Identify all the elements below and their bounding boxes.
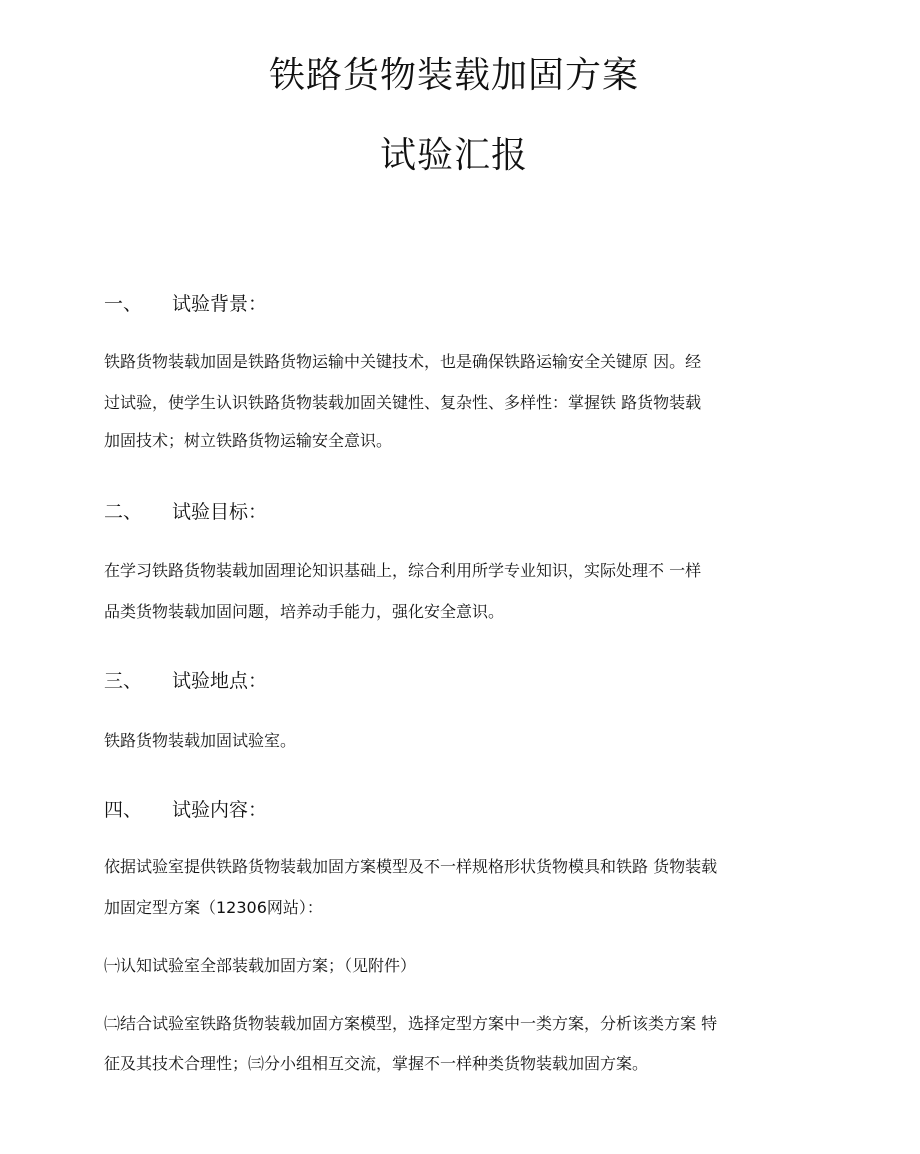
section-title: 试验背景： [172,293,268,315]
section-heading-content [104,797,267,823]
paragraph-line: 征及其技术合理性；㈢分小组相互交流，掌握不一样种类货物装载加固方案。 [104,1054,649,1073]
document-title: 铁路货物装载加固方案 [268,55,639,96]
section-title: 试验地点： [172,670,268,692]
paragraph-line: ㈡结合试验室铁路货物装载加固方案模型，选择定型方案中一类方案，分析该类方案 特 [104,1014,718,1033]
section-heading-background [104,291,267,317]
paragraph-line: 铁路货物装载加固试验室。 [104,731,297,750]
section-paragraph-background [104,344,824,459]
content-item-1: ㈠认知试验室全部装载加固方案；（见附件） [104,956,417,975]
paragraph-line: 在学习铁路货物装载加固理论知识基础上，综合利用所学专业知识，实际处理不 一样 [104,561,702,580]
paragraph-line: 加固技术；树立铁路货物运输安全意识。 [104,431,393,450]
paragraph-line: 铁路货物装载加固是铁路货物运输中关键技术，也是确保铁路运输安全关键原 因。经 [104,352,702,371]
content-item-2 [104,1006,824,1082]
section-paragraph-location [104,723,824,759]
section-title: 试验内容： [172,799,268,821]
section-paragraph-content [104,849,824,926]
paragraph-line: 加固定型方案（12306网站）： [104,898,323,917]
document-subtitle: 试验汇报 [379,135,528,176]
section-heading-location [104,668,267,694]
section-title: 试验目标： [172,501,268,523]
paragraph-line: 依据试验室提供铁路货物装载加固方案模型及不一样规格形状货物模具和铁路 货物装载 [104,857,718,876]
section-number: 三、 [104,670,143,692]
section-paragraph-objective [104,553,824,630]
paragraph-line: 过试验，使学生认识铁路货物装载加固关键性、复杂性、多样性：掌握铁 路货物装载 [104,393,702,412]
section-number: 一、 [104,293,143,315]
section-number: 四、 [104,799,143,821]
paragraph-line: 品类货物装载加固问题，培养动手能力，强化安全意识。 [104,602,505,621]
section-number: 二、 [104,501,143,523]
section-heading-objective [104,499,267,525]
